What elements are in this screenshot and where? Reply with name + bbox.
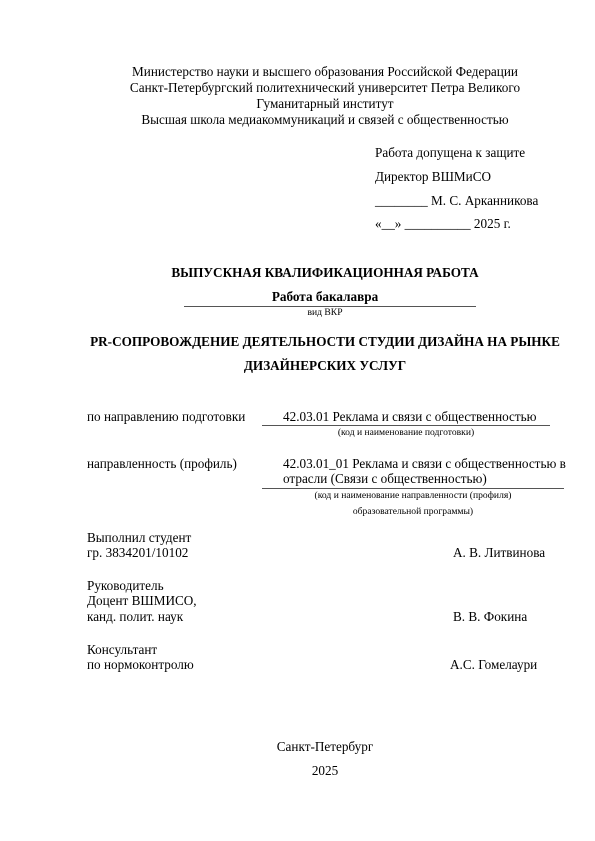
consultant-name: А.С. Гомелаури <box>450 657 538 672</box>
consultant-area: по нормоконтролю <box>87 657 194 672</box>
profile-caption-line-2: образовательной программы) <box>352 506 474 517</box>
student-name: А. В. Литвинова <box>453 545 546 560</box>
approval-signature: ________ М. С. Арканникова <box>375 193 539 208</box>
university-line: Санкт-Петербургский политехнический университет Петра Великого <box>129 80 521 95</box>
profile-underline <box>262 488 564 489</box>
supervisor-position: Доцент ВШМИСО, <box>87 593 197 608</box>
work-type-caption: вид ВКР <box>307 307 343 318</box>
consultant-role: Консультант <box>87 642 158 657</box>
direction-caption: (код и наименование подготовки) <box>337 427 475 438</box>
direction-underline <box>262 425 550 426</box>
approval-admitted: Работа допущена к защите <box>375 145 526 160</box>
school-line: Высшая школа медиакоммуникаций и связей с общественностью <box>141 112 509 127</box>
student-role: Выполнил студент <box>87 530 192 545</box>
profile-label: направленность (профиль) <box>87 456 237 471</box>
ministry-line: Министерство науки и высшего образования Российской Федерации <box>132 64 518 79</box>
approval-director: Директор ВШМиСО <box>375 169 492 184</box>
profile-caption-line-1: (код и наименование направленности (профиля) <box>314 490 512 501</box>
profile-value-line-1: 42.03.01_01 Реклама и связи с общественностью в <box>283 456 566 471</box>
topic-line-1: PR-СОПРОВОЖДЕНИЕ ДЕЯТЕЛЬНОСТИ СТУДИИ ДИЗАЙНА НА РЫНКЕ <box>90 334 560 349</box>
work-type: Работа бакалавра <box>271 289 379 304</box>
supervisor-name: В. В. Фокина <box>453 609 528 624</box>
supervisor-degree: канд. полит. наук <box>87 609 184 624</box>
approval-date: «__» __________ 2025 г. <box>375 216 511 231</box>
institute-line: Гуманитарный институт <box>256 96 394 111</box>
direction-value: 42.03.01 Реклама и связи с общественностью <box>283 409 537 424</box>
profile-value-line-2: отрасли (Связи с общественностью) <box>283 471 487 486</box>
document-title: ВЫПУСКНАЯ КВАЛИФИКАЦИОННАЯ РАБОТА <box>171 265 479 280</box>
student-group: гр. 3834201/10102 <box>87 545 189 560</box>
topic-line-2: ДИЗАЙНЕРСКИХ УСЛУГ <box>243 358 407 373</box>
footer-year: 2025 <box>311 763 339 778</box>
footer-city: Санкт-Петербург <box>276 739 374 754</box>
supervisor-role: Руководитель <box>87 578 164 593</box>
direction-label: по направлению подготовки <box>87 409 246 424</box>
